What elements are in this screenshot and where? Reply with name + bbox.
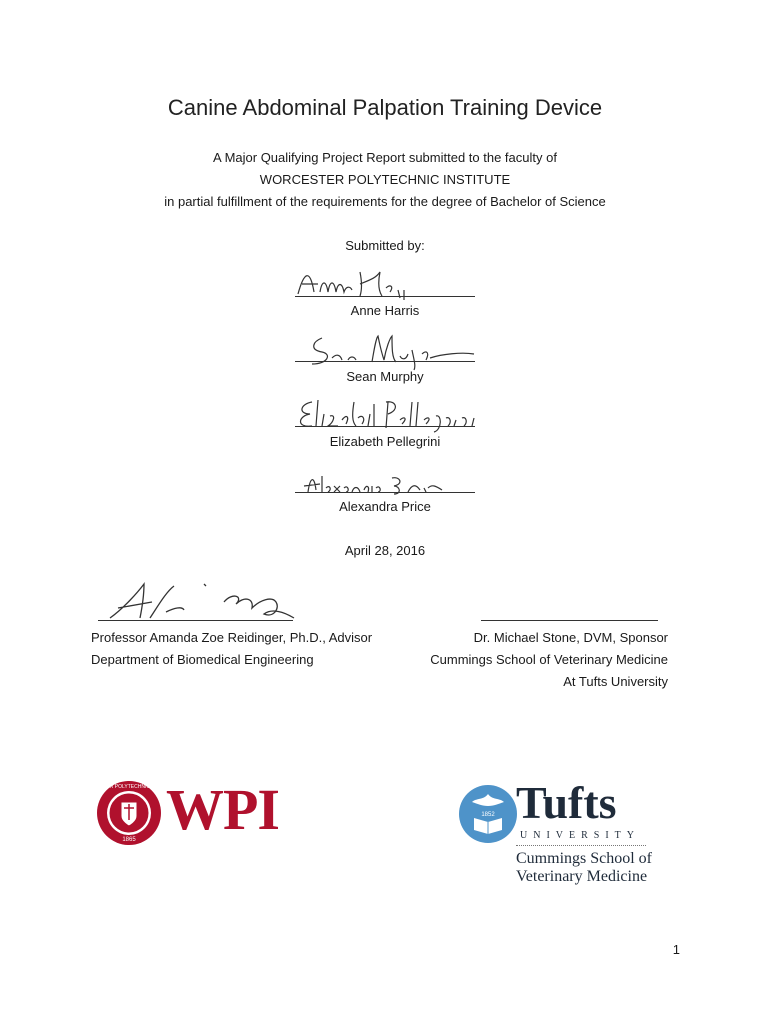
- tufts-school-line-1: Cummings School of: [516, 850, 653, 867]
- author-name: Sean Murphy: [346, 369, 424, 384]
- author-name: Anne Harris: [350, 303, 420, 318]
- svg-text:WORCESTER POLYTECHNIC INSTITUT: WORCESTER POLYTECHNIC INSTITUTE: [80, 784, 178, 790]
- signature-alexandra-price: [296, 470, 446, 498]
- divider: [516, 845, 646, 846]
- signature-anne-harris: [290, 262, 420, 302]
- wpi-seal-icon: [80, 780, 178, 846]
- signature-advisor: [104, 578, 304, 626]
- author-name: Elizabeth Pellegrini: [329, 434, 441, 449]
- advisor-line-1: Professor Amanda Zoe Reidinger, Ph.D., Advisor: [91, 630, 373, 645]
- tufts-school-line-2: Veterinary Medicine: [516, 868, 648, 885]
- author-name: Alexandra Price: [339, 499, 431, 514]
- sponsor-line-2: Cummings School of Veterinary Medicine: [430, 652, 668, 667]
- tufts-wordmark: Tufts: [516, 777, 617, 828]
- intro-line-3: in partial fulfillment of the requirements for the degree of Bachelor of Science: [164, 194, 606, 209]
- page-number: 1: [672, 942, 680, 957]
- page-title: Canine Abdominal Palpation Training Device: [167, 95, 603, 120]
- advisor-line-2: Department of Biomedical Engineering: [91, 652, 314, 667]
- tufts-logo: [458, 777, 668, 892]
- svg-text:1852: 1852: [481, 812, 495, 818]
- signature-sean-murphy: [292, 330, 482, 370]
- report-date: April 28, 2016: [344, 543, 426, 558]
- wpi-logo: [80, 777, 296, 846]
- tufts-seal-icon: [458, 784, 518, 844]
- sponsor-line-3: At Tufts University: [563, 674, 668, 689]
- sponsor-line-1: Dr. Michael Stone, DVM, Sponsor: [473, 630, 668, 645]
- svg-text:1865: 1865: [122, 837, 136, 843]
- sponsor-signature-line: [481, 620, 658, 621]
- intro-line-2: WORCESTER POLYTECHNIC INSTITUTE: [259, 172, 511, 187]
- intro-line-1: A Major Qualifying Project Report submitted to the faculty of: [213, 150, 557, 165]
- signature-elizabeth-pellegrini: [290, 394, 490, 438]
- wpi-wordmark: WPI: [166, 777, 279, 842]
- tufts-university-label: UNIVERSITY: [520, 830, 640, 841]
- submitted-by-label: Submitted by:: [345, 238, 425, 253]
